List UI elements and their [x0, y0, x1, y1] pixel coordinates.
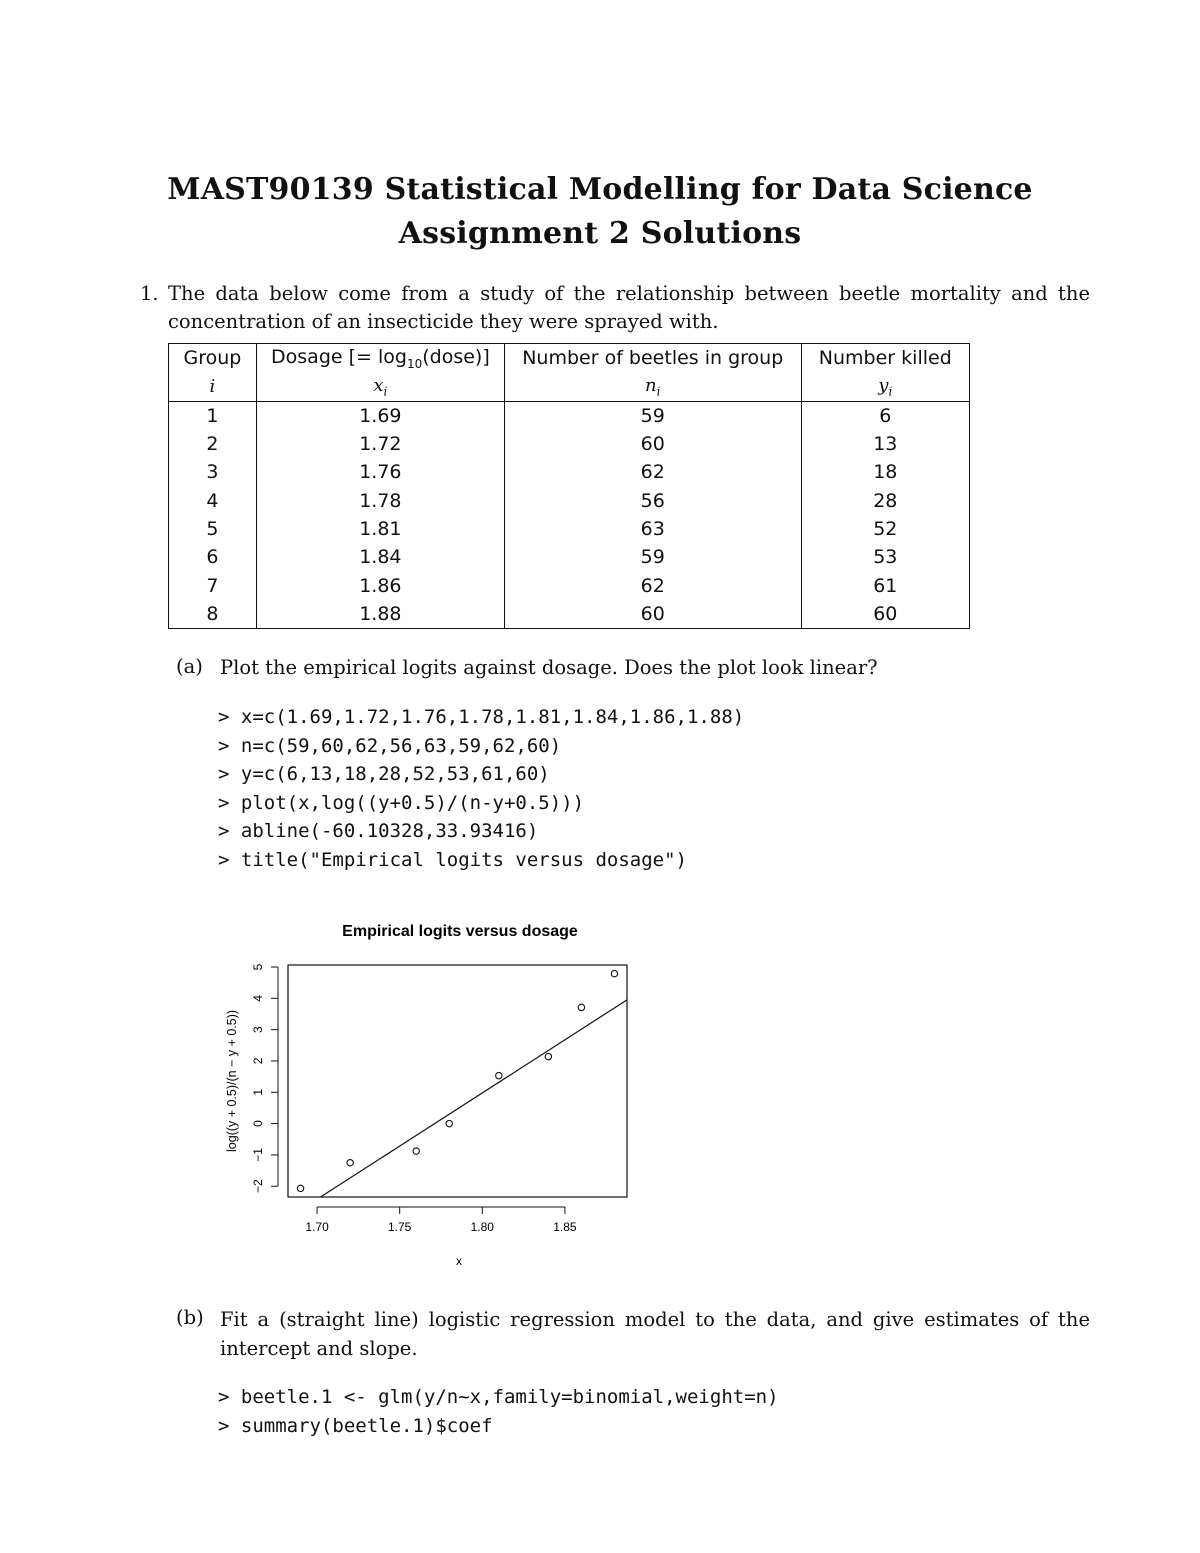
- data-point: [611, 970, 617, 976]
- part-a-code-line: > n=c(59,60,62,56,63,59,62,60): [218, 734, 562, 757]
- part-a-text: Plot the empirical logits against dosage. Does the plot look linear?: [220, 656, 878, 679]
- part-b-text-line2: intercept and slope.: [220, 1337, 418, 1360]
- fitted-line: [321, 1000, 627, 1197]
- part-b-text-line1: Fit a (straight line) logistic regression model to the data, and give estimates of the: [220, 1308, 1090, 1331]
- table-cell: 1.76: [256, 458, 504, 486]
- table-row: [169, 600, 970, 629]
- y-tick-label: 0: [251, 1120, 265, 1127]
- data-point: [578, 1004, 584, 1010]
- part-a-label: (a): [176, 655, 203, 678]
- table-cell: 61: [801, 571, 969, 599]
- table-cell: 60: [504, 430, 801, 458]
- table-row: [169, 401, 970, 430]
- table-cell: 1.81: [256, 515, 504, 543]
- y-tick-label: 1: [251, 1088, 265, 1096]
- table-cell: 2: [169, 430, 257, 458]
- data-point: [347, 1160, 353, 1166]
- y-tick-label: −1: [251, 1148, 265, 1162]
- part-a-code-line: > abline(-60.10328,33.93416): [218, 820, 539, 842]
- plot-frame: [288, 965, 627, 1197]
- table-cell: 1.78: [256, 486, 504, 514]
- y-tick-label: 2: [251, 1057, 265, 1065]
- part-a-code-line: > y=c(6,13,18,28,52,53,61,60): [218, 763, 550, 785]
- question-number: 1.: [140, 282, 159, 305]
- table-cell: 4: [169, 486, 257, 514]
- data-points: [297, 970, 617, 1191]
- table-row: [169, 571, 970, 599]
- x-axis-label: x: [456, 1254, 462, 1268]
- data-point: [496, 1072, 502, 1078]
- data-point: [545, 1053, 551, 1059]
- table-cell: 1.69: [256, 401, 504, 430]
- chart-title: Empirical logits versus dosage: [342, 923, 578, 940]
- table-symbol-x: $x_i$: [256, 372, 504, 401]
- table-body: [169, 401, 970, 628]
- x-tick-label: 1.70: [305, 1220, 329, 1234]
- table-cell: 1.86: [256, 571, 504, 599]
- table-cell: 18: [801, 458, 969, 486]
- table-cell: 1.84: [256, 543, 504, 571]
- y-tick-label: 4: [251, 994, 265, 1002]
- part-a-code-line: > x=c(1.69,1.72,1.76,1.78,1.81,1.84,1.86,1.88): [218, 706, 745, 728]
- table-header-dosage: Dosage [= $\log_{10}(dose)$]: [256, 344, 504, 373]
- y-tick-label: 5: [251, 963, 265, 971]
- document-title: MAST90139 Statistical Modelling for Data Science: [167, 172, 1033, 207]
- part-a-code-line: > title("Empirical logits versus dosage"): [218, 848, 687, 871]
- table-cell: 1.88: [256, 600, 504, 629]
- table-symbol-i: i: [169, 372, 257, 401]
- table-cell: 52: [801, 515, 969, 543]
- y-axis-label: log((y + 0.5)/(n − y + 0.5)): [225, 1009, 239, 1153]
- x-tick-label: 1.85: [553, 1220, 577, 1234]
- table-row: [169, 515, 970, 543]
- table-cell: 6: [801, 401, 969, 430]
- table-row: [169, 458, 970, 486]
- data-point: [446, 1120, 452, 1126]
- beetle-data-table: [168, 343, 970, 629]
- table-cell: 60: [504, 600, 801, 629]
- table-cell: 62: [504, 571, 801, 599]
- part-b-code-line: > summary(beetle.1)$coef: [218, 1414, 493, 1437]
- table-cell: 62: [504, 458, 801, 486]
- table-cell: 1: [169, 401, 257, 430]
- data-point: [297, 1185, 303, 1191]
- data-point: [413, 1148, 419, 1154]
- table-cell: 59: [504, 401, 801, 430]
- table-header-group: Group: [169, 344, 257, 373]
- x-tick-label: 1.75: [387, 1220, 412, 1234]
- part-b-code-line: > beetle.1 <- glm(y/n~x,family=binomial,weight=n): [218, 1386, 779, 1408]
- table-cell: 13: [801, 430, 969, 458]
- table-cell: 28: [801, 486, 969, 514]
- question-text: The data below come from a study of the relationship between beetle mortality and the concentration of an insecticide they were sprayed with.: [168, 282, 1090, 333]
- table-cell: 3: [169, 458, 257, 486]
- table-row: [169, 486, 970, 514]
- document-subtitle: Assignment 2 Solutions: [398, 216, 802, 251]
- part-b-label: (b): [176, 1306, 204, 1329]
- table-row: [169, 430, 970, 458]
- table-cell: 56: [504, 486, 801, 514]
- x-tick-label: 1.80: [470, 1220, 494, 1234]
- table-cell: 53: [801, 543, 969, 571]
- table-row: [169, 543, 970, 571]
- table-cell: 63: [504, 515, 801, 543]
- table-cell: 6: [169, 543, 257, 571]
- part-a-code-line: > plot(x,log((y+0.5)/(n-y+0.5))): [218, 791, 585, 814]
- table-cell: 5: [169, 515, 257, 543]
- logit-scatter-chart: [210, 910, 650, 1280]
- table-cell: 59: [504, 543, 801, 571]
- table-cell: 8: [169, 600, 257, 629]
- table-cell: 7: [169, 571, 257, 599]
- table-cell: 1.72: [256, 430, 504, 458]
- y-tick-label: 3: [251, 1026, 265, 1033]
- table-cell: 60: [801, 600, 969, 629]
- table-symbol-y: $y_i$: [801, 372, 969, 401]
- table-header-killed: Number killed: [801, 344, 969, 373]
- axes: [251, 963, 577, 1234]
- table-header-number: Number of beetles in group: [504, 344, 801, 373]
- table-symbol-n: $n_i$: [504, 372, 801, 401]
- y-tick-label: −2: [251, 1179, 265, 1194]
